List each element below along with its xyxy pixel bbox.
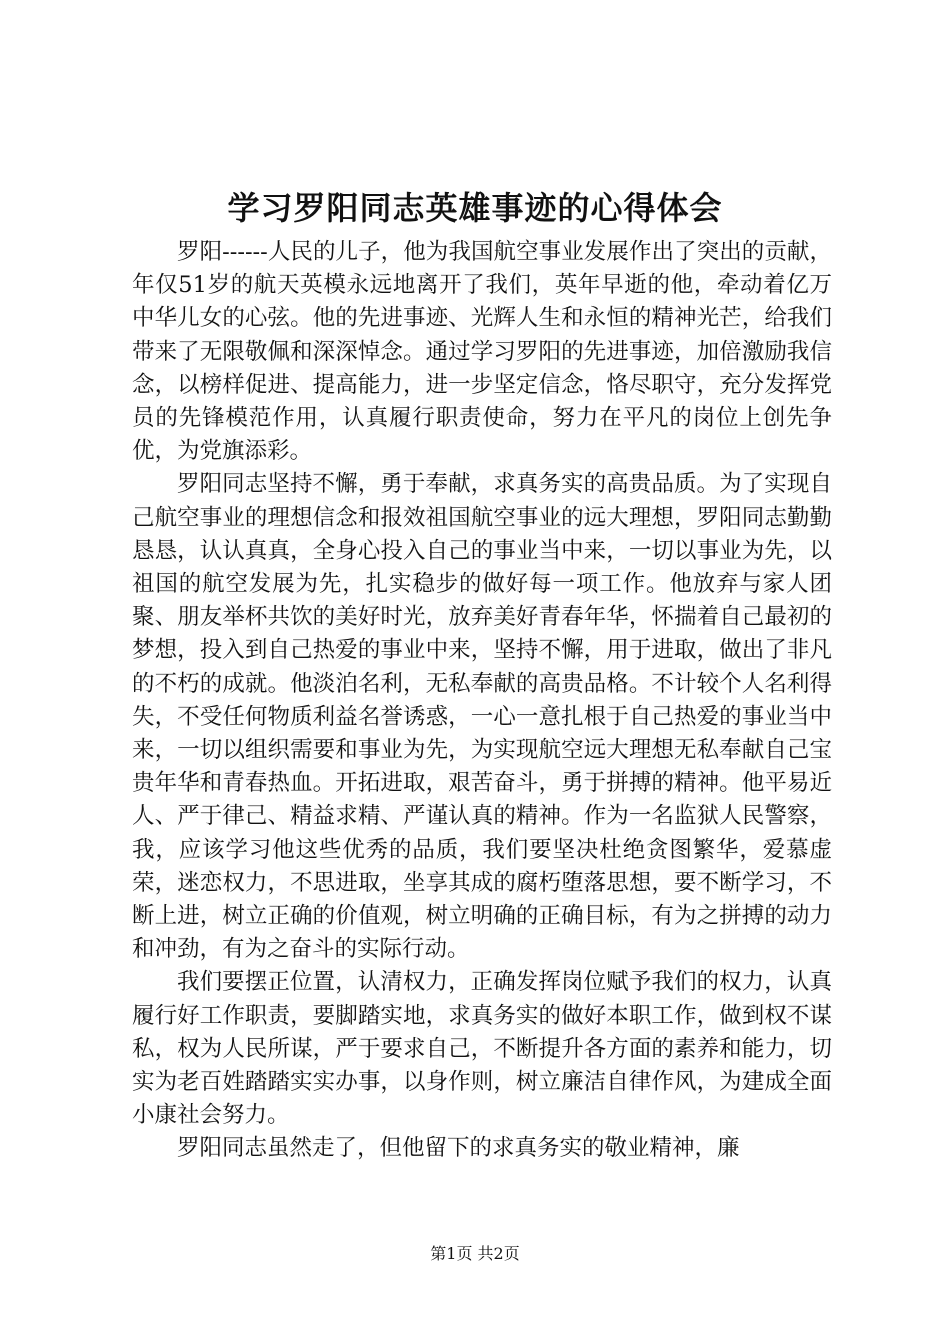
document-title: 学习罗阳同志英雄事迹的心得体会 (227, 189, 723, 227)
paragraph: 罗阳同志虽然走了，但他留下的求真务实的敬业精神，廉 (177, 1135, 740, 1162)
paragraph: 罗阳------人民的儿子，他为我国航空事业发展作出了突出的贡献，年仅51岁的航天英模永远地离开了我们，英年早逝的他，牵动着亿万中华儿女的心弦。他的先进事迹、光辉人生和永恒的精神光芒，给我们带来了无限敬佩和深深悼念。通过学习罗阳的先进事迹，加倍激励我信念，以榜样促进、提高能力，进一步坚定信念，恪尽职守，充分发挥党员的先锋模范作用，认真履行职责使命，努力在平凡的岗位上创先争优，为党旗添彩。 (132, 239, 832, 465)
paragraph: 罗阳同志坚持不懈，勇于奉献，求真务实的高贵品质。为了实现自己航空事业的理想信念和报效祖国航空事业的远大理想，罗阳同志勤勤恳恳，认认真真，全身心投入自己的事业当中来，一切以事业为先，以祖国的航空发展为先，扎实稳步的做好每一项工作。他放弃与家人团聚、朋友举杯共饮的美好时光，放弃美好青春年华，怀揣着自己最初的梦想，投入到自己热爱的事业中来，坚持不懈，用于进取，做出了非凡的不朽的成就。他淡泊名利，无私奉献的高贵品格。不计较个人名利得失，不受任何物质利益名誉诱惑，一心一意扎根于自己热爱的事业当中来，一切以组织需要和事业为先，为实现航空远大理想无私奉献自己宝贵年华和青春热血。开拓进取，艰苦奋斗，勇于拼搏的精神。他平易近人、严于律己、精益求精、严谨认真的精神。作为一名监狱人民警察，我，应该学习他这些优秀的品质，我们要坚决杜绝贪图繁华，爱慕虚荣，迷恋权力，不思进取，坐享其成的腐朽堕落思想，要不断学习，不断上进，树立正确的价值观，树立明确的正确目标，有为之拼搏的动力和冲劲，有为之奋斗的实际行动。 (132, 471, 832, 963)
document-body (132, 236, 832, 1166)
paragraph: 我们要摆正位置，认清权力，正确发挥岗位赋予我们的权力，认真履行好工作职责，要脚踏实地，求真务实的做好本职工作，做到权不谋私，权为人民所谋，严于要求自己，不断提升各方面的素养和能力，切实为老百姓踏踏实实办事，以身作则，树立廉洁自律作风，为建成全面小康社会努力。 (132, 969, 832, 1129)
page-footer: 第1页 共2页 (430, 1244, 520, 1263)
